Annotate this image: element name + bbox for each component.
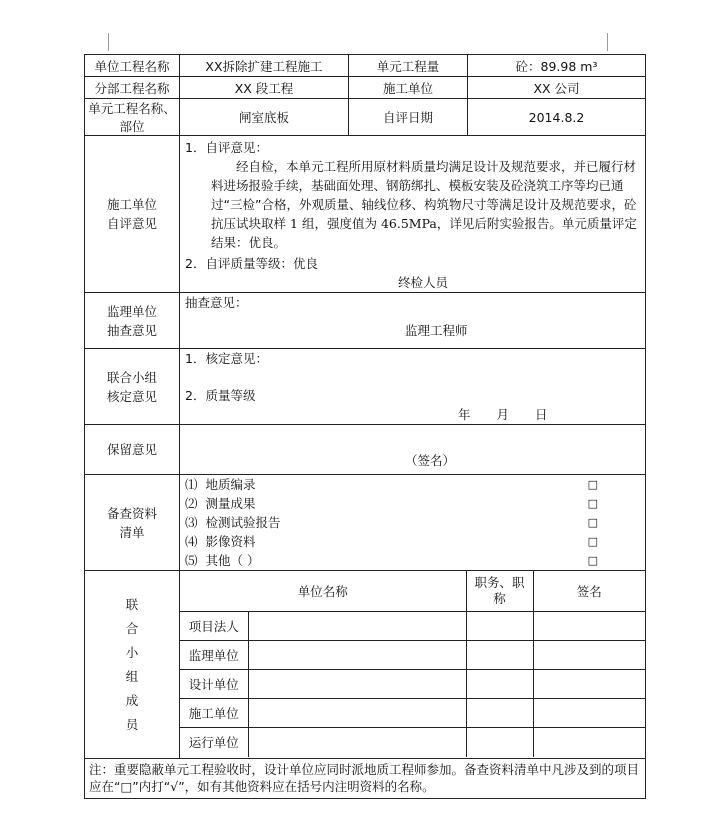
members-header-row <box>180 571 645 611</box>
supervision-content <box>180 293 646 349</box>
header-row-2 <box>85 77 646 99</box>
table-row <box>180 698 645 727</box>
member-unit-label: 项目法人 <box>180 611 248 640</box>
members-row <box>85 571 646 759</box>
joint-review-label-line1: 联合小组 <box>106 369 157 385</box>
reference-row <box>85 475 646 571</box>
member-unit-label: 运行单位 <box>180 727 248 757</box>
supervision-engineer-label: 监理工程师 <box>405 323 468 338</box>
position-header-line2: 称 <box>493 590 506 606</box>
self-eval-text2: 组，强度值为 <box>301 216 377 231</box>
reserved-label: 保留意见 <box>85 425 180 475</box>
checkbox-icon[interactable]: □ <box>587 478 598 491</box>
unit-name-header: 单位名称 <box>180 571 466 611</box>
item-number: ⑷ <box>185 534 198 549</box>
members-table <box>180 571 645 757</box>
header-row-1 <box>85 55 646 77</box>
members-label <box>85 571 180 759</box>
member-position-field[interactable] <box>466 640 533 669</box>
member-position-field[interactable] <box>466 611 533 640</box>
member-name-field[interactable] <box>248 669 466 698</box>
checkbox-icon[interactable]: □ <box>587 554 598 567</box>
corner-mark-left <box>108 33 109 51</box>
member-name-field[interactable] <box>248 698 466 727</box>
reference-item <box>180 532 645 551</box>
members-table-cell <box>180 571 646 759</box>
position-header <box>466 571 533 611</box>
item-number: ⑸ <box>185 553 198 568</box>
self-eval-paragraph <box>185 157 637 252</box>
construction-unit-label: 施工单位 <box>349 77 468 99</box>
reference-item-label: 地质编录 <box>205 477 256 492</box>
member-signature-field[interactable] <box>533 669 645 698</box>
checkbox-icon[interactable]: □ <box>587 516 598 529</box>
member-signature-field[interactable] <box>533 698 645 727</box>
table-row <box>180 611 645 640</box>
members-label-char: 组 <box>125 668 139 684</box>
reference-item <box>180 475 645 494</box>
member-signature-field[interactable] <box>533 727 645 757</box>
header-row-3 <box>85 99 646 136</box>
date-day-label: 日 <box>535 407 548 422</box>
reference-item-label: 影像资料 <box>205 534 256 549</box>
self-eval-item2: 2．自评质量等级：优良 <box>185 256 318 271</box>
sub-project-name-value: XX 段工程 <box>180 77 349 99</box>
members-label-char: 合 <box>125 620 139 636</box>
joint-review-item1: 1．核定意见： <box>185 351 268 366</box>
table-row <box>180 640 645 669</box>
strength-value: 46.5MPa <box>380 216 437 231</box>
member-position-field[interactable] <box>466 698 533 727</box>
item-number: ⑵ <box>185 496 198 511</box>
element-name-value: 闸室底板 <box>180 99 349 136</box>
self-eval-content <box>180 136 646 293</box>
reference-label-line1: 备查资料 <box>106 505 157 521</box>
construction-unit-value: XX 公司 <box>468 77 646 99</box>
position-header-line1: 职务、职 <box>474 574 525 590</box>
corner-mark-right <box>607 33 608 51</box>
self-eval-date-value: 2014.8.2 <box>468 99 646 136</box>
self-eval-row <box>85 136 646 293</box>
self-eval-label-line1: 施工单位 <box>106 197 157 212</box>
joint-review-date <box>185 405 640 424</box>
unit-quantity-value: 砼：89.98 m³ <box>468 55 646 77</box>
joint-review-item2: 2．质量等级 <box>185 388 256 403</box>
reference-item <box>180 551 645 570</box>
member-position-field[interactable] <box>466 669 533 698</box>
member-signature-field[interactable] <box>533 640 645 669</box>
self-eval-text1: 经自检，本单元工程所用原材料质量均满足设计及规范要求，并已履行材料进场报验手续，基础面处理、钢筋绑扎、模板安装及砼浇筑工序等均已通过“三检”合格，外观质量、轴线位移、构筑物尺寸等满足设计及规范要求，砼抗压试块取样 <box>211 159 637 231</box>
date-year-label: 年 <box>458 407 471 422</box>
signature-label: （签名） <box>405 453 456 468</box>
self-eval-item1: 1．自评意见： <box>185 140 268 155</box>
reference-content <box>180 475 646 571</box>
unit-quantity-label: 单元工程量 <box>349 55 468 77</box>
member-position-field[interactable] <box>466 727 533 757</box>
members-label-char: 成 <box>125 692 139 708</box>
date-month-label: 月 <box>496 407 510 422</box>
members-label-char: 小 <box>125 644 139 660</box>
supervision-label <box>85 293 180 349</box>
reference-label <box>85 475 180 571</box>
sample-count: 1 <box>290 216 298 231</box>
joint-review-row <box>85 349 646 425</box>
checkbox-icon[interactable]: □ <box>587 497 598 510</box>
reference-item-label: 其他（ ） <box>205 553 260 568</box>
joint-review-label-line2: 核定意见 <box>106 388 157 404</box>
member-name-field[interactable] <box>248 640 466 669</box>
unit-project-name-value: XX拆除扩建工程施工 <box>180 55 349 77</box>
footnote: 注：重要隐蔽单元工程验收时，设计单位应同时派地质工程师参加。备查资料清单中凡涉及到的项目应在“□”内打“√”，如有其他资料应在括号内注明资料的名称。 <box>85 759 646 799</box>
final-inspector-label: 终检人员 <box>398 275 449 290</box>
self-eval-label-line2: 自评意见 <box>106 216 157 231</box>
member-unit-label: 监理单位 <box>180 640 248 669</box>
element-name-label: 单元工程名称、部位 <box>85 99 180 136</box>
unit-project-name-label: 单位工程名称 <box>85 55 180 77</box>
supervision-label-line1: 监理单位 <box>106 303 157 319</box>
reference-item <box>180 513 645 532</box>
member-name-field[interactable] <box>248 611 466 640</box>
reference-label-line2: 清单 <box>119 524 145 540</box>
item-number: ⑶ <box>185 515 198 530</box>
members-label-char: 联 <box>125 596 139 612</box>
reference-item <box>180 494 645 513</box>
joint-review-content <box>180 349 646 425</box>
supervision-opinion-label: 抽查意见： <box>185 295 248 310</box>
member-unit-label: 设计单位 <box>180 669 248 698</box>
sub-project-name-label: 分部工程名称 <box>85 77 180 99</box>
self-eval-date-label: 自评日期 <box>349 99 468 136</box>
reference-item-label: 测量成果 <box>205 496 256 511</box>
members-label-char: 员 <box>125 716 139 732</box>
joint-review-label <box>85 349 180 425</box>
self-eval-label <box>85 136 180 293</box>
reserved-content <box>180 425 646 475</box>
quality-evaluation-form <box>84 54 646 799</box>
note-row <box>85 759 646 799</box>
supervision-row <box>85 293 646 349</box>
member-name-field[interactable] <box>248 727 466 757</box>
member-signature-field[interactable] <box>533 611 645 640</box>
table-row <box>180 727 645 757</box>
member-unit-label: 施工单位 <box>180 698 248 727</box>
reserved-row <box>85 425 646 475</box>
self-eval-text3: ，详见后附实验报告。单元质量评定结果：优良。 <box>211 216 637 250</box>
reference-item-label: 检测试验报告 <box>205 515 281 530</box>
signature-header: 签名 <box>533 571 645 611</box>
table-row <box>180 669 645 698</box>
supervision-label-line2: 抽查意见 <box>106 322 157 338</box>
checkbox-icon[interactable]: □ <box>587 535 598 548</box>
item-number: ⑴ <box>185 477 198 492</box>
